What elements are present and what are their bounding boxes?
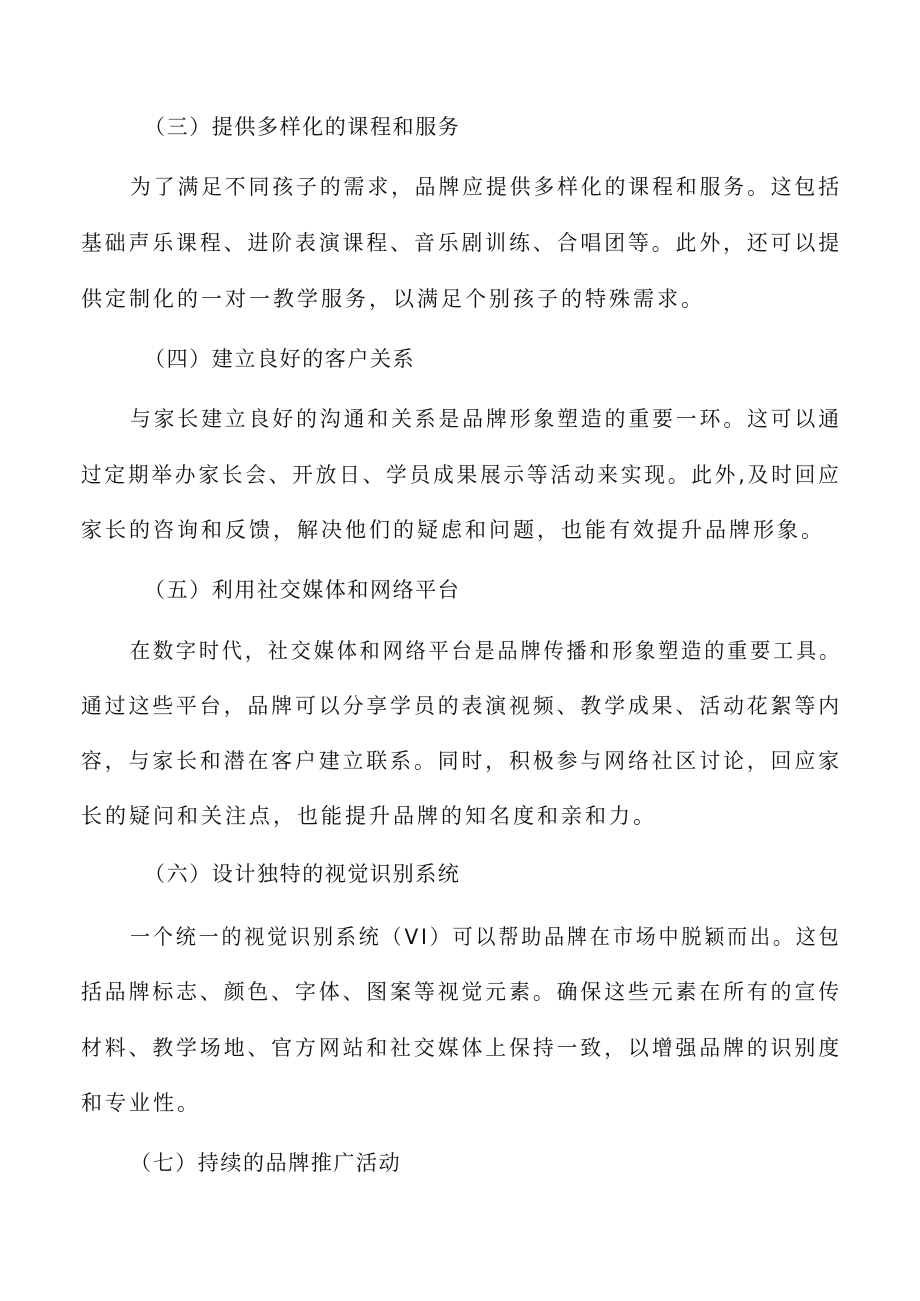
paragraph-line: 长的疑问和关注点，也能提升品牌的知名度和亲和力。 [81, 804, 657, 828]
paragraph-line: 一个统一的视觉识别系统（VI）可以帮助品牌在市场中脱颖而出。这包 [130, 925, 842, 949]
paragraph-line: 过定期举办家长会、开放日、学员成果展示等活动来实现。此外,及时回应 [81, 463, 842, 487]
paragraph-line: 通过这些平台，品牌可以分享学员的表演视频、教学成果、活动花絮等内 [81, 694, 843, 718]
paragraph-line: 与家长建立良好的沟通和关系是品牌形象塑造的重要一环。这可以通 [130, 407, 843, 431]
paragraph-line: 材料、教学场地、官方网站和社交媒体上保持一致，以增强品牌的识别度 [81, 1036, 843, 1060]
paragraph-line: 括品牌标志、颜色、字体、图案等视觉元素。确保这些元素在所有的宣传 [81, 980, 843, 1004]
paragraph-line: 供定制化的一对一教学服务，以满足个别孩子的特殊需求。 [81, 287, 705, 311]
paragraph-line: 在数字时代，社交媒体和网络平台是品牌传播和形象塑造的重要工具。 [130, 639, 843, 663]
paragraph-line: 和专业性。 [81, 1091, 201, 1115]
section-heading-7: （七）持续的品牌推广活动 [130, 1151, 402, 1175]
paragraph-line: 为了满足不同孩子的需求，品牌应提供多样化的课程和服务。这包括 [130, 175, 843, 199]
section-heading-3: （三）提供多样化的课程和服务 [144, 115, 461, 139]
section-heading-6: （六）设计独特的视觉识别系统 [144, 862, 461, 886]
paragraph-line: 基础声乐课程、进阶表演课程、音乐剧训练、合唱团等。此外，还可以提 [81, 231, 843, 255]
section-heading-5: （五）利用社交媒体和网络平台 [144, 578, 461, 602]
section-heading-4: （四）建立良好的客户关系 [144, 347, 416, 371]
paragraph-line: 家长的咨询和反馈，解决他们的疑虑和问题，也能有效提升品牌形象。 [81, 518, 825, 542]
paragraph-line: 容，与家长和潜在客户建立联系。同时，积极参与网络社区讨论，回应家 [81, 749, 843, 773]
